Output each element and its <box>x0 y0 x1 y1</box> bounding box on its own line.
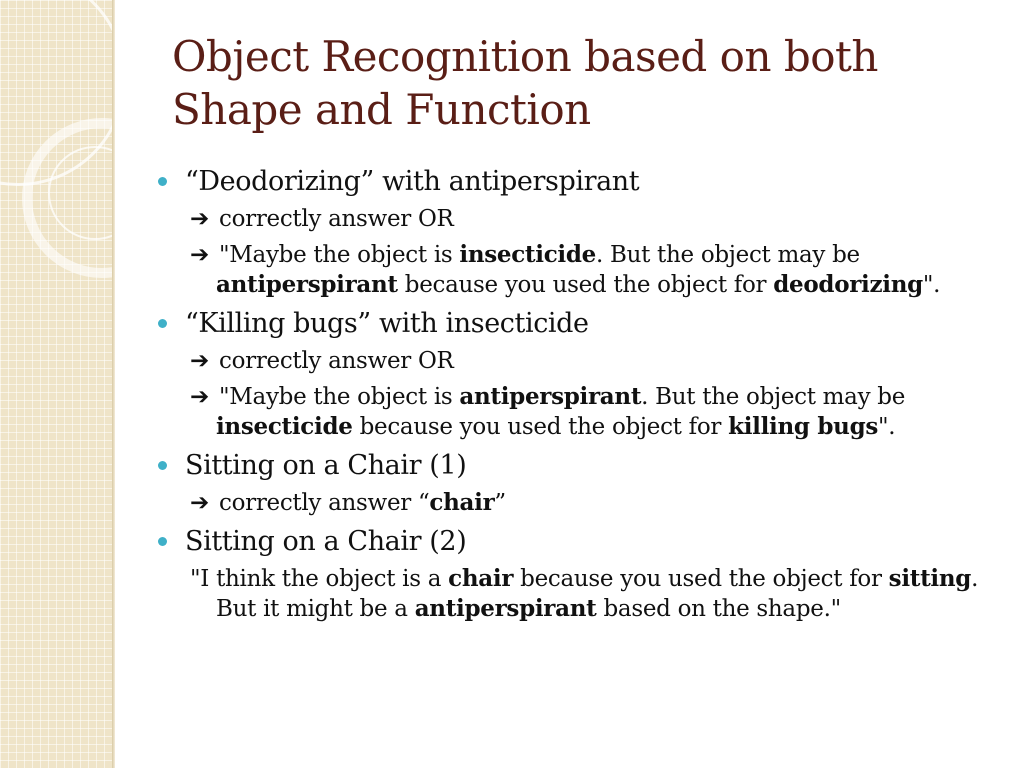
bullet-dot-icon <box>158 177 167 186</box>
bullet-item <box>158 524 1008 560</box>
emphasized-text: sitting <box>888 565 972 592</box>
sub-bullet-text: ". <box>878 414 896 440</box>
bullet-text: “Deodorizing” with antiperspirant <box>185 166 640 197</box>
sub-bullet-item <box>190 382 1008 442</box>
sub-bullet-item <box>190 204 1008 234</box>
arrow-right-icon: ➔ <box>190 348 209 374</box>
sub-bullet-text: based on the shape." <box>596 596 841 622</box>
sub-bullet-text: . But the object may be <box>595 242 860 268</box>
emphasized-text: antiperspirant <box>459 383 642 410</box>
emphasized-text: insecticide <box>459 241 596 268</box>
decorative-sidebar <box>0 0 112 768</box>
arrow-right-icon: ➔ <box>190 490 209 516</box>
sub-bullet-text: correctly answer OR <box>212 348 454 374</box>
bullet-dot-icon <box>158 461 167 470</box>
sub-bullet-item <box>190 346 1008 376</box>
sub-bullet-item <box>190 488 1008 518</box>
sub-bullet-item <box>190 564 1008 624</box>
emphasized-text: chair <box>448 565 514 592</box>
emphasized-text: chair <box>429 489 495 516</box>
emphasized-text: deodorizing <box>773 271 923 298</box>
sub-bullet-text: . But the object may be <box>641 384 906 410</box>
sub-bullet-text: ” <box>494 490 506 516</box>
emphasized-text: killing bugs <box>728 413 879 440</box>
sub-bullet-text: ". <box>922 272 941 298</box>
bullet-text: “Killing bugs” with insecticide <box>185 308 589 339</box>
sub-bullet-text: because you used the object for <box>513 566 889 592</box>
sub-bullet-text: because you used the object for <box>397 272 774 298</box>
sub-bullet-text: . But it might be a <box>216 566 979 622</box>
arrow-right-icon: ➔ <box>190 242 209 268</box>
sub-bullet-text: "Maybe the object is <box>212 384 460 410</box>
sub-bullet-text: because you used the object for <box>352 414 729 440</box>
bullet-dot-icon <box>158 537 167 546</box>
sub-bullet-item <box>190 240 1008 300</box>
sub-bullet-text: "Maybe the object is <box>212 242 460 268</box>
arrow-right-icon: ➔ <box>190 206 209 232</box>
bullet-item <box>158 164 1008 200</box>
sub-bullet-text: correctly answer OR <box>212 206 454 232</box>
sidebar-divider <box>112 0 115 768</box>
sub-bullet-text: correctly answer “ <box>212 490 430 516</box>
sub-bullet-text: "I think the object is a <box>190 566 449 592</box>
emphasized-text: antiperspirant <box>216 271 398 298</box>
bullet-text: Sitting on a Chair (2) <box>185 526 467 557</box>
arrow-right-icon: ➔ <box>190 384 209 410</box>
bullet-dot-icon <box>158 319 167 328</box>
bullet-item <box>158 306 1008 342</box>
bullet-text: Sitting on a Chair (1) <box>185 450 467 481</box>
emphasized-text: antiperspirant <box>414 595 597 622</box>
emphasized-text: insecticide <box>216 413 353 440</box>
slide-title: Object Recognition based on both Shape and Function <box>172 32 878 135</box>
slide-content <box>158 164 1008 630</box>
bullet-item <box>158 448 1008 484</box>
